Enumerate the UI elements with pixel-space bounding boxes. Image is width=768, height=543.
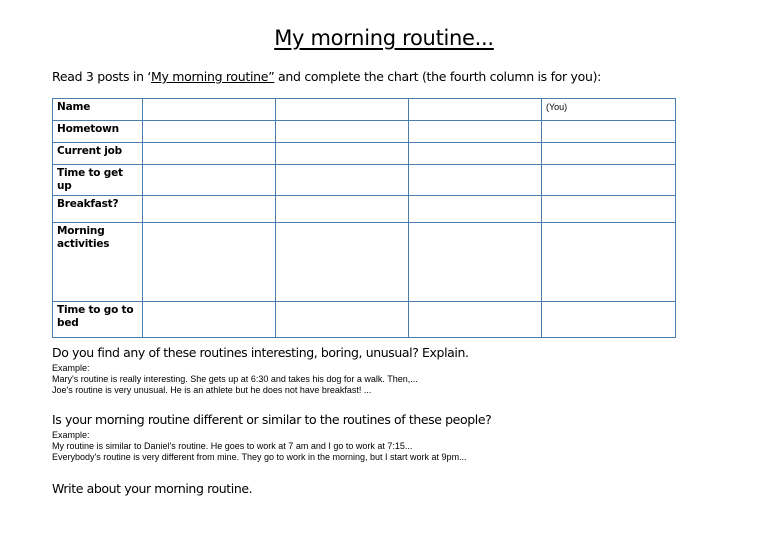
row-label: Current job: [53, 143, 143, 165]
chart-cell[interactable]: [409, 223, 542, 302]
chart-cell[interactable]: [143, 165, 276, 196]
chart-cell[interactable]: [276, 143, 409, 165]
chart-cell[interactable]: [276, 223, 409, 302]
chart-row-name: [53, 99, 676, 121]
chart-cell[interactable]: [409, 196, 542, 223]
chart-cell[interactable]: [143, 223, 276, 302]
chart-row-hometown: [53, 121, 676, 143]
chart-cell[interactable]: [409, 121, 542, 143]
instructions-prefix: Read 3 posts in ‘: [52, 69, 152, 84]
page-title: My morning routine...: [274, 26, 494, 50]
routine-chart: [52, 98, 676, 338]
question-1: Do you find any of these routines interesting, boring, unusual? Explain.: [52, 345, 469, 360]
row-label: Time to get up: [53, 165, 143, 196]
row-label: Hometown: [53, 121, 143, 143]
chart-cell[interactable]: [542, 302, 676, 338]
row-label: Name: [53, 99, 143, 121]
example-line: Everybody's routine is very different from mine. They go to work in the morning, but I start work at 9pm...: [52, 452, 467, 462]
row-label: Time to go to bed: [53, 302, 143, 338]
chart-cell[interactable]: [542, 121, 676, 143]
chart-cell[interactable]: [409, 99, 542, 121]
chart-cell[interactable]: [276, 121, 409, 143]
chart-cell[interactable]: [143, 196, 276, 223]
chart-cell[interactable]: [276, 302, 409, 338]
chart-cell[interactable]: [276, 99, 409, 121]
chart-cell[interactable]: [409, 143, 542, 165]
instructions-suffix: and complete the chart (the fourth column is for you):: [274, 69, 602, 84]
chart-row-time-to-go-to-bed: [53, 302, 676, 338]
chart-cell[interactable]: [542, 165, 676, 196]
chart-cell[interactable]: [143, 121, 276, 143]
instructions-link: My morning routine”: [151, 69, 275, 84]
example-label: Example:: [52, 430, 90, 440]
chart-row-breakfast: [53, 196, 676, 223]
chart-row-current-job: [53, 143, 676, 165]
example-label: Example:: [52, 363, 90, 373]
question-2: Is your morning routine different or similar to the routines of these people?: [52, 412, 492, 427]
example-block-1: [52, 363, 418, 396]
chart-cell[interactable]: [143, 143, 276, 165]
chart-cell[interactable]: [542, 196, 676, 223]
example-block-2: [52, 430, 467, 463]
example-line: Joe's routine is very unusual. He is an athlete but he does not have breakfast! ...: [52, 385, 372, 395]
writing-task: Write about your morning routine.: [52, 481, 253, 496]
instructions: [52, 69, 601, 84]
you-column-label[interactable]: (You): [542, 99, 676, 121]
chart-cell[interactable]: [143, 302, 276, 338]
chart-cell[interactable]: [276, 165, 409, 196]
chart-cell[interactable]: [143, 99, 276, 121]
example-line: My routine is similar to Daniel's routine. He goes to work at 7 am and I go to work at 7:15...: [52, 441, 413, 451]
example-line: Mary's routine is really interesting. She gets up at 6:30 and takes his dog for a walk. Then,...: [52, 374, 418, 384]
chart-cell[interactable]: [276, 196, 409, 223]
chart-row-time-to-get-up: [53, 165, 676, 196]
row-label: Morning activities: [53, 223, 143, 302]
row-label: Breakfast?: [53, 196, 143, 223]
chart-cell[interactable]: [542, 143, 676, 165]
chart-cell[interactable]: [542, 223, 676, 302]
chart-cell[interactable]: [409, 302, 542, 338]
chart-cell[interactable]: [409, 165, 542, 196]
chart-row-morning-activities: [53, 223, 676, 302]
